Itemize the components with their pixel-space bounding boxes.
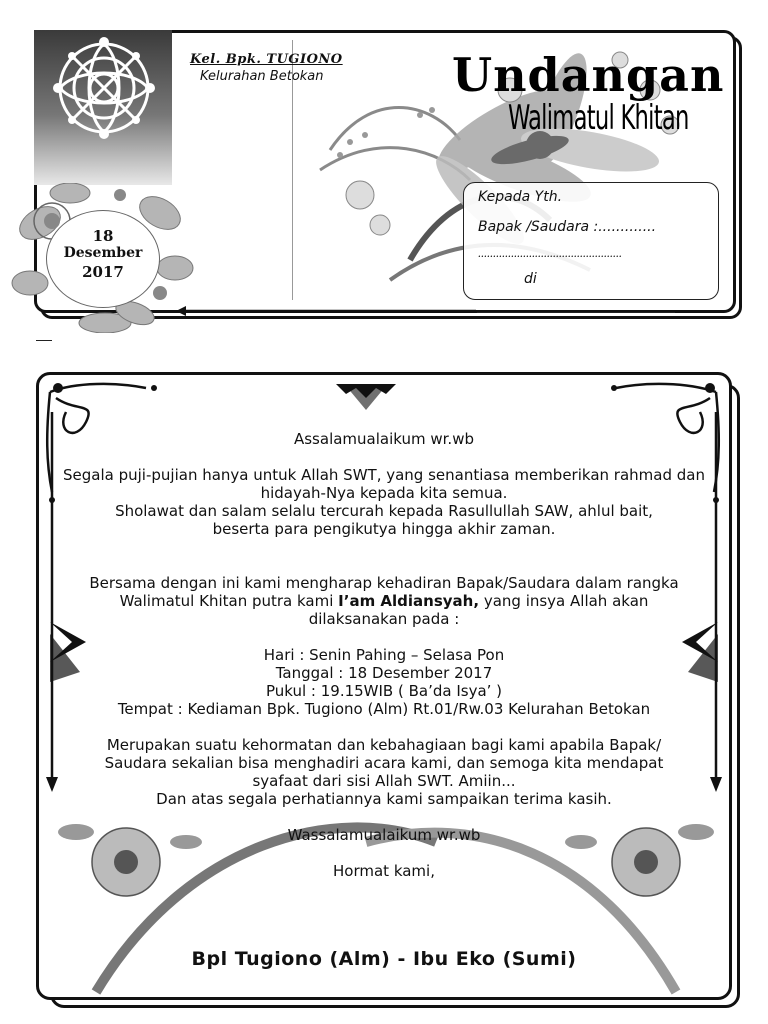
date-badge	[46, 210, 160, 308]
ornament-panel	[34, 30, 172, 185]
small-dash	[36, 340, 52, 341]
event-date: Tanggal : 18 Desember 2017	[275, 664, 493, 682]
arrow-left-icon	[176, 306, 476, 316]
invitation-title: Undangan	[452, 48, 725, 102]
invite-line-1: Bersama dengan ini kami mengharap kehadiran Bapak/Saudara dalam rangka	[89, 574, 679, 592]
letter-body	[40, 430, 728, 880]
honor-line-2: Saudara sekalian bisa menghadiri acara kami, dan semoga kita mendapat	[104, 754, 664, 772]
honor-line-3: syafaat dari sisi Allah SWT. Amiin...	[252, 772, 516, 790]
family-area: Kelurahan Betokan	[200, 69, 324, 84]
signature: Bpl Tugiono (Alm) - Ibu Eko (Sumi)	[191, 948, 577, 970]
invite-line-2-post: yang insya Allah akan	[479, 592, 649, 610]
regards: Hormat kami,	[333, 862, 435, 880]
family-name: Kel. Bpk. TUGIONO	[190, 52, 343, 67]
date-year: 2017	[82, 263, 124, 281]
invite-line-3: dilaksanakan pada :	[308, 610, 460, 628]
honor-line-1: Merupakan suatu kehormatan dan kebahagiaan bagi kami apabila Bapak/	[106, 736, 662, 754]
event-day: Hari : Senin Pahing – Selasa Pon	[263, 646, 505, 664]
underline-divider	[477, 312, 675, 313]
invite-line-2-pre: Walimatul Khitan putra kami	[119, 592, 339, 610]
address-to: Kepada Yth.	[478, 189, 563, 205]
address-box	[463, 182, 719, 300]
mandala-ornament-icon	[34, 30, 172, 185]
thanks-line: Dan atas segala perhatiannya kami sampaikan terima kasih.	[156, 790, 612, 808]
address-recipient: Bapak /Saudara :.............	[478, 219, 657, 235]
praise-line-2: hidayah-Nya kepada kita semua.	[260, 484, 508, 502]
child-name: I’am Aldiansyah,	[338, 592, 480, 610]
event-time: Pukul : 19.15WIB ( Ba’da Isya’ )	[265, 682, 503, 700]
closing-greeting: Wassalamualaikum wr.wb	[287, 826, 481, 844]
sholawat-line-1: Sholawat dan salam selalu tercurah kepada Rasullullah SAW, ahlul bait,	[115, 502, 653, 520]
invite-line-2	[40, 592, 728, 610]
date-day: 18	[92, 227, 114, 245]
address-blank-line: ................................................	[478, 247, 622, 260]
address-location: di	[524, 271, 537, 287]
sholawat-line-2: beserta para pengikutya hingga akhir zaman.	[212, 520, 556, 538]
praise-line-1: Segala puji-pujian hanya untuk Allah SWT, yang senantiasa memberikan rahmad dan	[63, 466, 705, 484]
date-month: Desember	[63, 245, 143, 261]
event-subtitle: Walimatul Khitan	[508, 98, 689, 138]
event-place: Tempat : Kediaman Bpk. Tugiono (Alm) Rt.01/Rw.03 Kelurahan Betokan	[117, 700, 651, 718]
opening-greeting: Assalamualaikum wr.wb	[293, 430, 474, 448]
